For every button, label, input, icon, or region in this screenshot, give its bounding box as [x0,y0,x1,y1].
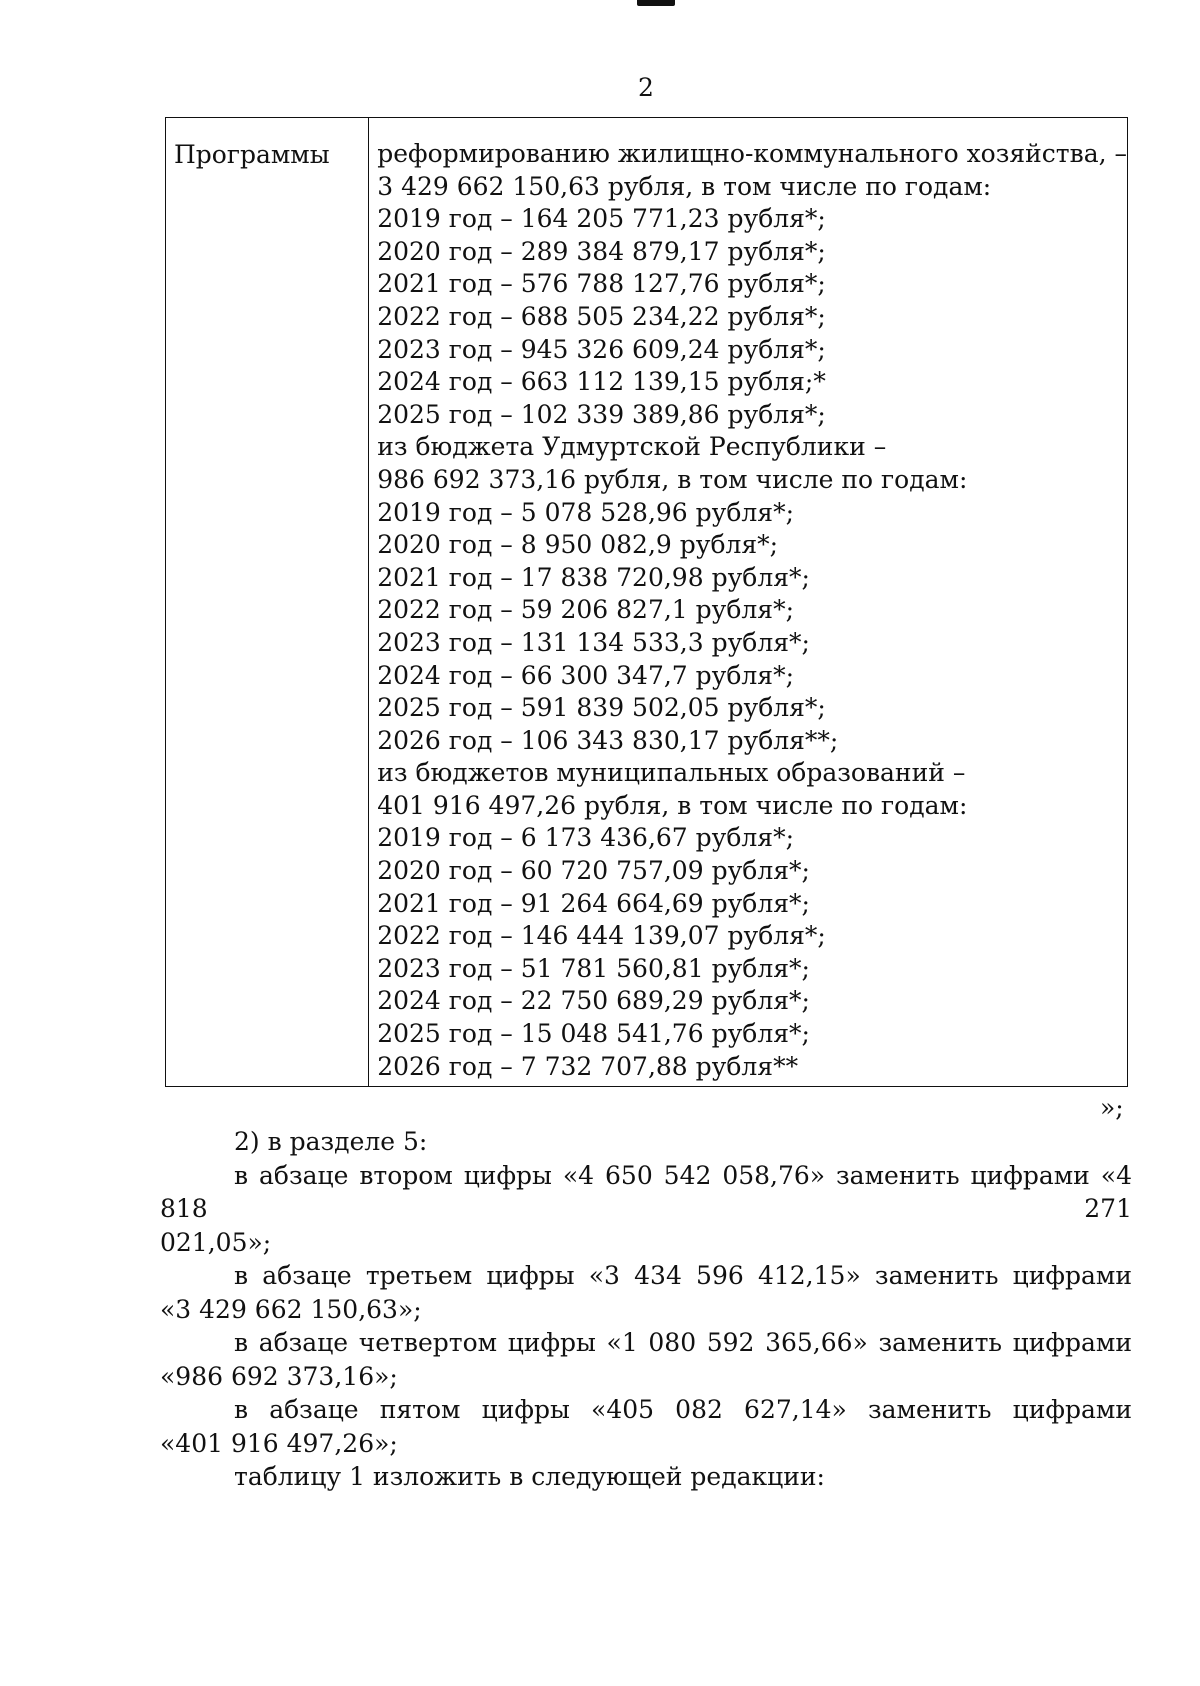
table-right-line: 2021 год – 576 788 127,76 рубля*; [377,269,826,299]
paragraph-second-line2: 021,05»; [160,1227,272,1257]
table-right-line: 2023 год – 51 781 560,81 рубля*; [377,953,810,983]
table-right-cell [369,118,1127,1086]
page-number: 2 [638,73,654,102]
table-right-line: 2020 год – 289 384 879,17 рубля*; [377,236,826,266]
table-right-line: 3 429 662 150,63 рубля, в том числе по годам: [377,171,992,201]
table-right-line: 2024 год – 22 750 689,29 рубля*; [377,986,810,1016]
table-right-line: 2026 год – 7 732 707,88 рубля** [377,1051,799,1081]
table-right-line: 2026 год – 106 343 830,17 рубля**; [377,725,839,755]
table-right-line: 2020 год – 8 950 082,9 рубля*; [377,530,779,560]
paragraph-third-line1: в абзаце третьем цифры «3 434 596 412,15» заменить цифрами [234,1261,1132,1290]
paragraph-second [160,1159,1132,1260]
table-right-line: 2019 год – 6 173 436,67 рубля*; [377,823,795,853]
table-right-line: из бюджета Удмуртской Республики – [377,432,887,462]
paragraph-table-intro: таблицу 1 изложить в следующей редакции: [234,1462,825,1491]
table-right-line: 2022 год – 146 444 139,07 рубля*; [377,921,826,951]
scan-top-mark [637,0,675,6]
table-right-line: 2024 год – 663 112 139,15 рубля;* [377,367,826,397]
table-right-line: 2019 год – 164 205 771,23 рубля*; [377,204,826,234]
closing-quote: »; [1100,1093,1124,1122]
table-right-line: 2025 год – 15 048 541,76 рубля*; [377,1019,810,1049]
paragraph-third-line2: «3 429 662 150,63»; [160,1294,422,1324]
paragraph-second-line1: в абзаце втором цифры «4 650 542 058,76» заменить цифрами «4 818 271 [160,1160,1132,1223]
table-right-line: 2021 год – 91 264 664,69 рубля*; [377,888,810,918]
table-right-line: 2024 год – 66 300 347,7 рубля*; [377,660,795,690]
table-right-line: из бюджетов муниципальных образований – [377,758,966,788]
table-left-cell [166,118,369,1086]
table-right-line: 2025 год – 102 339 389,86 рубля*; [377,399,826,429]
paragraph-fifth-line2: «401 916 497,26»; [160,1428,398,1458]
table-left-label: Программы [174,140,330,169]
paragraph-fourth-line1: в абзаце четвертом цифры «1 080 592 365,66» заменить цифрами [234,1328,1132,1357]
table-right-line: 401 916 497,26 рубля, в том числе по годам: [377,790,968,820]
table-right-line: 2020 год – 60 720 757,09 рубля*; [377,856,810,886]
paragraph-fourth [160,1326,1132,1393]
table-right-line: 2019 год – 5 078 528,96 рубля*; [377,497,795,527]
table-right-line: 2023 год – 131 134 533,3 рубля*; [377,627,810,657]
table-right-line: 986 692 373,16 рубля, в том числе по годам: [377,464,968,494]
paragraph-fifth-line1: в абзаце пятом цифры «405 082 627,14» заменить цифрами [234,1395,1132,1424]
table-right-line: 2025 год – 591 839 502,05 рубля*; [377,693,826,723]
table-right-line: 2023 год – 945 326 609,24 рубля*; [377,334,826,364]
section-heading: 2) в разделе 5: [234,1127,428,1156]
amendment-text [160,1125,1132,1494]
table-right-line: реформированию жилищно-коммунального хозяйства, – [377,139,1127,168]
paragraph-fourth-line2: «986 692 373,16»; [160,1361,398,1391]
paragraph-third [160,1259,1132,1326]
table-right-line: 2022 год – 59 206 827,1 рубля*; [377,595,795,625]
paragraph-fifth [160,1393,1132,1460]
table-right-line: 2021 год – 17 838 720,98 рубля*; [377,562,810,592]
table-right-line: 2022 год – 688 505 234,22 рубля*; [377,301,826,331]
program-passport-table [165,117,1128,1087]
